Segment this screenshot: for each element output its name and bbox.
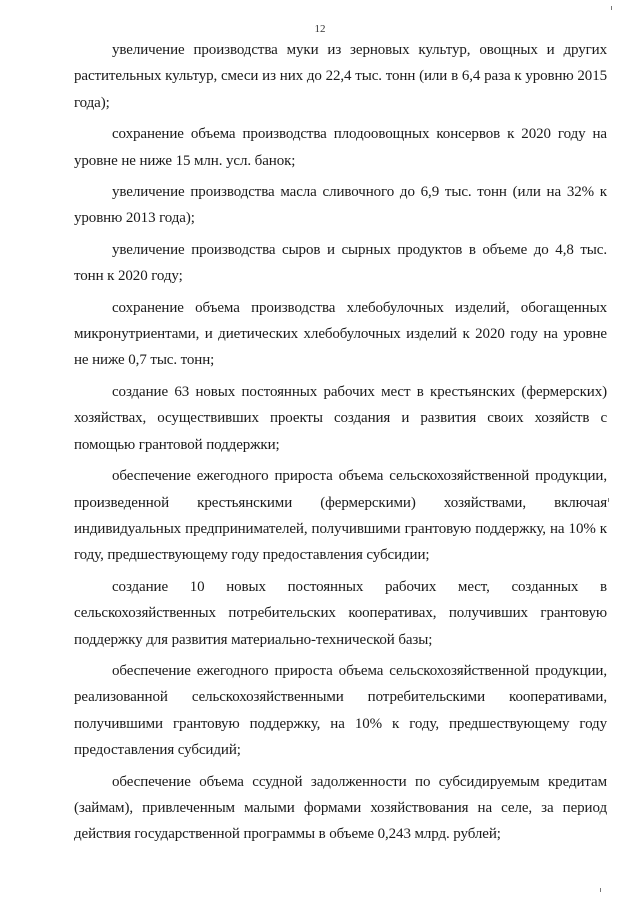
paragraph-loan-debt: обеспечение объема ссудной задолженности по субсидируемым кредитам (займам), привлеченным малыми формами хозяйствования на селе, за период действия государственной программы в объеме 0,243 млрд. рублей; xyxy=(74,773,607,843)
paragraph-canned-vegetables: сохранение объема производства плодоовощных консервов к 2020 году на уровне не ниже 15 млн. усл. банок; xyxy=(74,126,607,169)
scan-mark-top xyxy=(611,6,612,10)
paragraph-butter-production: увеличение производства масла сливочного до 6,9 тыс. тонн (или на 32% к уровню 2013 года); xyxy=(74,184,607,227)
paragraph-farm-jobs: создание 63 новых постоянных рабочих мест в крестьянских (фермерских) хозяйствах, осуществивших проекты создания и развития своих хозяйств с помощью грантовой поддержки; xyxy=(74,383,607,453)
page-body xyxy=(74,37,607,853)
paragraph-flour-production: увеличение производства муки из зерновых культур, овощных и других растительных культур, смеси из них до 22,4 тыс. тонн (или в 6,4 раза к уровню 2015 года); xyxy=(74,42,607,111)
paragraph-cooperative-output-growth: обеспечение ежегодного прироста объема сельскохозяйственной продукции, реализованной сельскохозяйственными потребительскими кооперативами, получившими грантовую поддержку, на 10% к году, предшествующему году предоставления субсидий; xyxy=(74,662,607,759)
paragraph-bakery-products: сохранение объема производства хлебобулочных изделий, обогащенных микронутриентами, и диетических хлебобулочных изделий к 2020 году на уровне не ниже 0,7 тыс. тонн; xyxy=(74,299,607,369)
page-number: 12 xyxy=(314,23,326,35)
scan-mark-middle xyxy=(608,498,609,502)
paragraph-farm-output-growth: обеспечение ежегодного прироста объема сельскохозяйственной продукции, произведенной крестьянскими (фермерскими) хозяйствами, включая индивидуальных предпринимателей, получившими грантовую поддержку, на 10% к году, предшествующему году предоставления субсидии; xyxy=(74,468,607,564)
paragraph-cheese-production: увеличение производства сыров и сырных продуктов в объеме до 4,8 тыс. тонн к 2020 году; xyxy=(74,241,607,285)
scan-mark-bottom xyxy=(600,888,601,892)
paragraph-cooperative-jobs: создание 10 новых постоянных рабочих мест, созданных в сельскохозяйственных потребительских кооперативах, получивших грантовую поддержку для развития материально-технической базы; xyxy=(74,578,607,648)
